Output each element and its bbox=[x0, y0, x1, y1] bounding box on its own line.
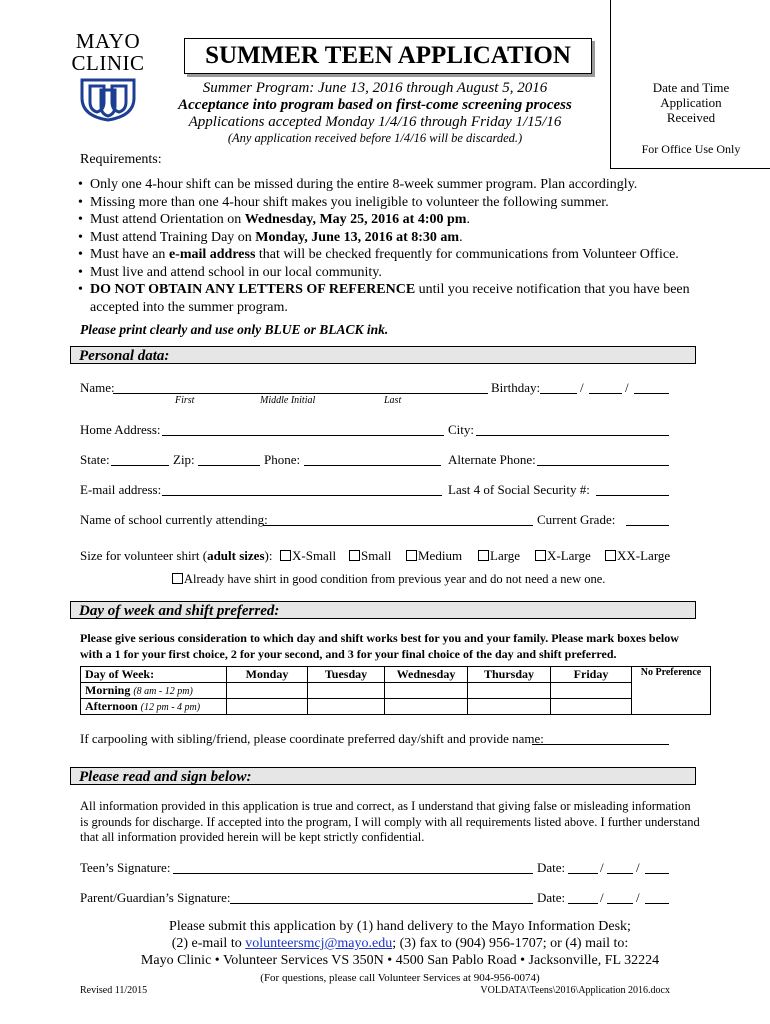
requirement-emphasis: Monday, June 13, 2016 at 8:30 am bbox=[255, 229, 460, 245]
date-slash: / bbox=[600, 860, 604, 875]
morning-monday-cell[interactable] bbox=[227, 683, 308, 699]
name-label: Name: bbox=[80, 380, 115, 395]
office-line2: Application bbox=[660, 95, 722, 110]
ssn-label: Last 4 of Social Security #: bbox=[448, 482, 590, 497]
already-shirt-text: Already have shirt in good condition from previous year and do not need a new one. bbox=[184, 572, 606, 586]
requirement-emphasis: e-mail address bbox=[168, 247, 256, 262]
shirt-label-pre: Size for volunteer shirt ( bbox=[80, 548, 208, 563]
office-use-only-label: For Office Use Only bbox=[641, 142, 741, 156]
checkbox-icon[interactable] bbox=[406, 550, 417, 561]
last-name-caption: Last bbox=[384, 395, 402, 406]
date-slash: / bbox=[625, 380, 629, 395]
requirement-text: Must attend Orientation on bbox=[90, 212, 245, 227]
checkbox-icon[interactable] bbox=[172, 573, 183, 584]
morning-time: (8 am - 12 pm) bbox=[133, 686, 193, 697]
carpool-label: If carpooling with sibling/friend, please coordinate preferred day/shift and provide name: bbox=[80, 731, 544, 746]
parent-date-month-field[interactable] bbox=[568, 891, 598, 904]
email-field[interactable] bbox=[162, 483, 442, 496]
shirt-label-bold: adult sizes bbox=[207, 548, 265, 563]
checkbox-icon[interactable] bbox=[605, 550, 616, 561]
mayo-clinic-logo bbox=[68, 30, 148, 74]
home-address-label: Home Address: bbox=[80, 422, 161, 437]
zip-field[interactable] bbox=[198, 453, 260, 466]
volunteer-email-link[interactable]: volunteersmcj@mayo.edu bbox=[245, 936, 393, 951]
parent-signature-label: Parent/Guardian’s Signature: bbox=[80, 890, 231, 905]
parent-date-day-field[interactable] bbox=[607, 891, 633, 904]
shirt-size-text: X-Large bbox=[547, 548, 591, 563]
afternoon-wednesday-cell[interactable] bbox=[385, 699, 468, 715]
parent-date-label: Date: bbox=[537, 890, 566, 905]
grade-label: Current Grade: bbox=[537, 512, 616, 527]
requirement-item bbox=[90, 229, 710, 247]
applications-window: Applications accepted Monday 1/4/16 through Friday 1/15/16 bbox=[188, 114, 562, 130]
carpool-field[interactable] bbox=[532, 732, 669, 745]
state-field[interactable] bbox=[111, 453, 169, 466]
submit-line2-post: ; (3) fax to (904) 956-1707; or (4) mail to: bbox=[392, 936, 629, 951]
city-label: City: bbox=[448, 422, 475, 437]
day-header-thursday: Thursday bbox=[468, 667, 551, 683]
requirement-text-post: . bbox=[466, 212, 470, 227]
afternoon-row-label bbox=[81, 699, 227, 715]
shirt-size-text: Large bbox=[490, 548, 521, 563]
requirement-item bbox=[90, 281, 710, 316]
requirement-item bbox=[90, 194, 710, 212]
ssn-field[interactable] bbox=[596, 483, 669, 496]
teen-date-label: Date: bbox=[537, 860, 566, 875]
sign-statement: All information provided in this application is true and correct, as I understand that giving false or misleading information is grounds for discharge. If accepted into the program, I will comply with all requirements listed above. I further understand that all information provided herein will be kept strictly confidential. bbox=[80, 799, 700, 844]
morning-friday-cell[interactable] bbox=[551, 683, 632, 699]
morning-tuesday-cell[interactable] bbox=[308, 683, 385, 699]
file-path: VOLDATA\Teens\2016\Application 2016.docx bbox=[480, 985, 670, 996]
no-preference-cell[interactable] bbox=[632, 667, 711, 715]
checkbox-icon[interactable] bbox=[349, 550, 360, 561]
program-dates: Summer Program: June 13, 2016 through August 5, 2016 bbox=[202, 80, 548, 96]
shirt-xlarge-option[interactable] bbox=[535, 548, 591, 564]
requirement-text-post: until you receive notification that you have been accepted into the summer program. bbox=[90, 282, 690, 315]
requirement-text: Only one 4-hour shift can be missed during the entire 8-week summer program. Plan accordingly. bbox=[90, 177, 638, 192]
afternoon-thursday-cell[interactable] bbox=[468, 699, 551, 715]
afternoon-tuesday-cell[interactable] bbox=[308, 699, 385, 715]
shirt-size-text: Medium bbox=[418, 548, 463, 563]
shirt-xxlarge-option[interactable] bbox=[605, 548, 670, 564]
page-title: SUMMER TEEN APPLICATION bbox=[184, 38, 592, 74]
office-line1: Date and Time bbox=[652, 80, 730, 95]
submit-line2-pre: (2) e-mail to bbox=[171, 936, 246, 951]
state-label: State: bbox=[80, 452, 110, 467]
email-label: E-mail address: bbox=[80, 482, 162, 497]
birthday-year-field[interactable] bbox=[634, 381, 669, 394]
alternate-phone-field[interactable] bbox=[537, 453, 669, 466]
requirement-item bbox=[90, 211, 710, 229]
office-use-box bbox=[610, 0, 770, 169]
submit-line2 bbox=[80, 935, 720, 952]
date-slash: / bbox=[600, 890, 604, 905]
birthday-label: Birthday: bbox=[491, 380, 541, 395]
schedule-instructions: Please give serious consideration to which day and shift works best for you and your family. Please mark boxes below with a 1 for your first choice, 2 for your second, and 3 for your final choice of the day and shift preferred. bbox=[80, 631, 679, 661]
date-slash: / bbox=[580, 380, 584, 395]
requirement-text: Must have an bbox=[90, 247, 169, 262]
logo-line1: MAYO bbox=[75, 29, 141, 53]
phone-field[interactable] bbox=[304, 453, 441, 466]
checkbox-icon[interactable] bbox=[535, 550, 546, 561]
morning-row-label bbox=[81, 683, 227, 699]
office-received-label bbox=[611, 80, 770, 125]
personal-data-heading: Personal data: bbox=[70, 346, 696, 364]
day-header-friday: Friday bbox=[551, 667, 632, 683]
submit-line1: Please submit this application by (1) hand delivery to the Mayo Information Desk; bbox=[169, 919, 631, 934]
shirt-large-option[interactable] bbox=[478, 548, 520, 564]
requirement-text: Must attend Training Day on bbox=[90, 229, 256, 245]
teen-date-day-field[interactable] bbox=[607, 861, 633, 874]
afternoon-monday-cell[interactable] bbox=[227, 699, 308, 715]
parent-date-year-field[interactable] bbox=[645, 891, 669, 904]
parent-signature-field[interactable] bbox=[230, 891, 533, 904]
shirt-size-text: X-Small bbox=[292, 548, 337, 563]
shirt-small-option[interactable] bbox=[349, 548, 391, 564]
shirt-xsmall-option[interactable] bbox=[280, 548, 336, 564]
school-label: Name of school currently attending: bbox=[80, 512, 268, 527]
shirt-size-text: XX-Large bbox=[617, 548, 671, 563]
name-field[interactable] bbox=[113, 381, 488, 394]
city-field[interactable] bbox=[476, 423, 669, 436]
requirement-text-post: . bbox=[459, 229, 463, 245]
day-shift-heading: Day of week and shift preferred: bbox=[70, 601, 696, 619]
requirement-text: Must live and attend school in our local community. bbox=[90, 264, 382, 280]
requirement-item bbox=[90, 264, 710, 282]
requirements-list bbox=[78, 176, 710, 316]
date-slash: / bbox=[636, 860, 640, 875]
revised-date: Revised 11/2015 bbox=[80, 985, 148, 996]
print-note: Please print clearly and use only BLUE or BLACK ink. bbox=[80, 322, 389, 337]
day-shift-table bbox=[80, 666, 711, 715]
morning-wednesday-cell[interactable] bbox=[385, 683, 468, 699]
shirt-size-text: Small bbox=[361, 548, 392, 563]
requirement-item bbox=[90, 246, 710, 264]
shirt-size-label bbox=[80, 548, 272, 564]
date-slash: / bbox=[636, 890, 640, 905]
zip-label: Zip: bbox=[173, 452, 195, 467]
sign-heading: Please read and sign below: bbox=[70, 767, 696, 785]
office-line3: Received bbox=[666, 110, 716, 125]
school-field[interactable] bbox=[263, 513, 533, 526]
alternate-phone-label: Alternate Phone: bbox=[448, 452, 536, 467]
morning-label: Morning bbox=[85, 683, 131, 697]
birthday-month-field[interactable] bbox=[540, 381, 577, 394]
shirt-medium-option[interactable] bbox=[406, 548, 462, 564]
shirt-label-post: ): bbox=[264, 548, 273, 563]
requirement-item bbox=[90, 176, 710, 194]
checkbox-icon[interactable] bbox=[478, 550, 489, 561]
birthday-day-field[interactable] bbox=[589, 381, 622, 394]
requirements-label: Requirements: bbox=[80, 152, 162, 167]
day-header-tuesday: Tuesday bbox=[308, 667, 385, 683]
requirement-emphasis: Wednesday, May 25, 2016 at 4:00 pm bbox=[244, 212, 467, 227]
requirement-text-post: that will be checked frequently for communications from Volunteer Office. bbox=[255, 247, 679, 262]
questions-note: (For questions, please call Volunteer Services at 904-956-0074) bbox=[260, 972, 540, 984]
logo-line2: CLINIC bbox=[71, 51, 145, 75]
day-header-monday: Monday bbox=[227, 667, 308, 683]
mailing-address: Mayo Clinic • Volunteer Services VS 350N • 4500 San Pablo Road • Jacksonville, FL 32224 bbox=[140, 953, 660, 968]
afternoon-label: Afternoon bbox=[85, 699, 138, 713]
grade-field[interactable] bbox=[626, 513, 669, 526]
phone-label: Phone: bbox=[264, 452, 301, 467]
acceptance-note: Acceptance into program based on first-come screening process bbox=[178, 97, 572, 113]
first-name-caption: First bbox=[175, 395, 195, 406]
teen-date-month-field[interactable] bbox=[568, 861, 598, 874]
home-address-field[interactable] bbox=[162, 423, 444, 436]
requirement-emphasis: DO NOT OBTAIN ANY LETTERS OF REFERENCE bbox=[90, 282, 416, 297]
afternoon-time: (12 pm - 4 pm) bbox=[140, 702, 201, 713]
shield-logo-icon bbox=[80, 76, 136, 122]
afternoon-friday-cell[interactable] bbox=[551, 699, 632, 715]
already-have-shirt-option[interactable] bbox=[172, 572, 605, 587]
discard-note: (Any application received before 1/4/16 will be discarded.) bbox=[227, 131, 523, 145]
teen-date-year-field[interactable] bbox=[645, 861, 669, 874]
requirement-text: Missing more than one 4-hour shift makes you ineligible to volunteer the following summer. bbox=[90, 194, 609, 210]
middle-initial-caption: Middle Initial bbox=[260, 395, 316, 406]
teen-signature-field[interactable] bbox=[173, 861, 533, 874]
day-of-week-header: Day of Week: bbox=[81, 667, 227, 683]
morning-thursday-cell[interactable] bbox=[468, 683, 551, 699]
day-header-wednesday: Wednesday bbox=[385, 667, 468, 683]
teen-signature-label: Teen’s Signature: bbox=[80, 860, 171, 875]
no-preference-label: No Preference bbox=[640, 667, 702, 678]
checkbox-icon[interactable] bbox=[280, 550, 291, 561]
